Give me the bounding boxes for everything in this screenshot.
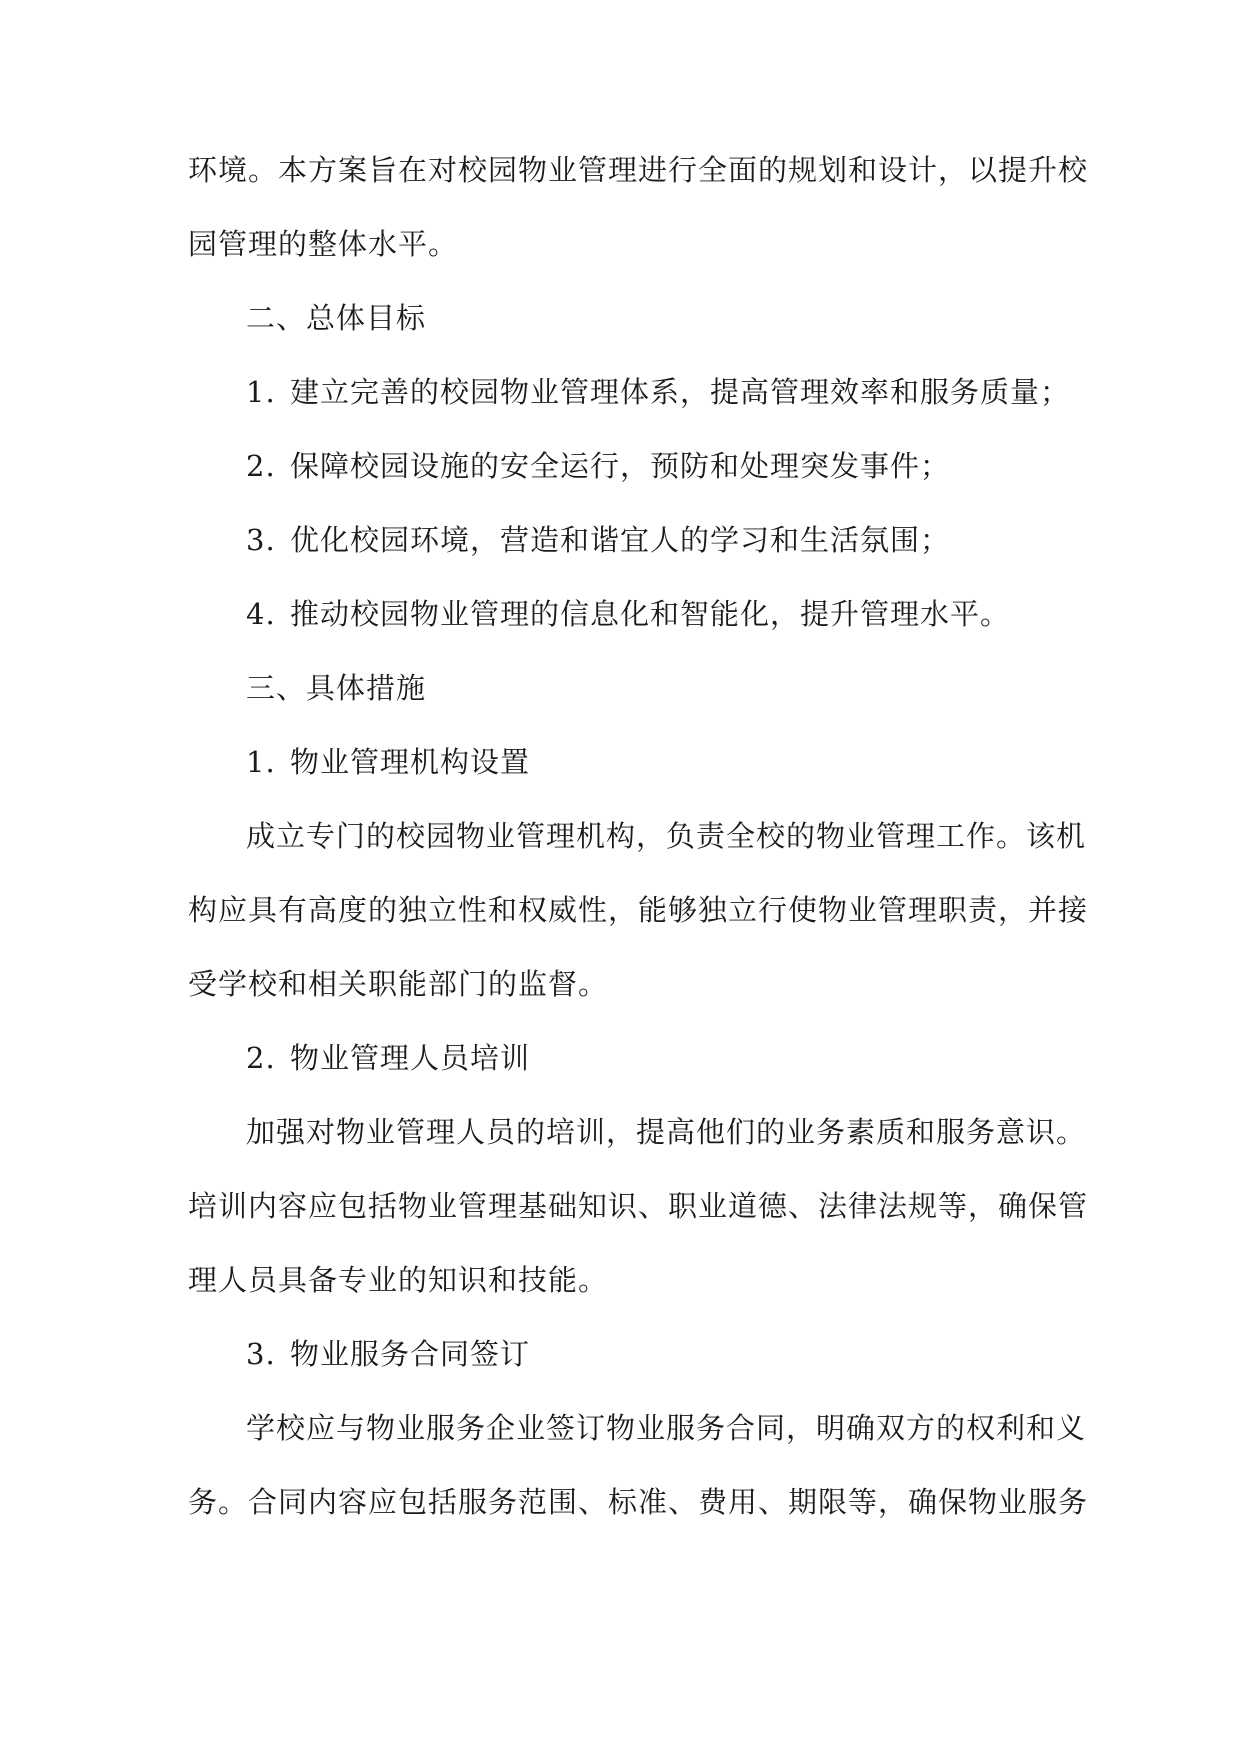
measure-3-line-1: 学校应与物业服务企业签订物业服务合同，明确双方的权利和义 [246, 1411, 1087, 1445]
section-3-heading: 三、具体措施 [246, 671, 427, 705]
measure-1-line-3: 受学校和相关职能部门的监督。 [188, 967, 609, 1001]
goal-text: 建立完善的校园物业管理体系，提高管理效率和服务质量； [290, 375, 1071, 409]
measure-1-line-1: 成立专门的校园物业管理机构，负责全校的物业管理工作。该机 [246, 819, 1087, 853]
goal-text: 推动校园物业管理的信息化和智能化，提升管理水平。 [290, 597, 1011, 631]
measure-3-title [246, 1336, 530, 1372]
measure-2-line-2: 培训内容应包括物业管理基础知识、职业道德、法律法规等，确保管 [188, 1189, 1089, 1223]
goal-item-4 [246, 596, 1010, 632]
goal-number: 3. [246, 523, 276, 557]
goal-text: 优化校园环境，营造和谐宜人的学习和生活氛围； [290, 523, 951, 557]
intro-line-1: 环境。本方案旨在对校园物业管理进行全面的规划和设计，以提升校 [188, 153, 1089, 187]
measure-title: 物业服务合同签订 [290, 1337, 531, 1371]
intro-line-2: 园管理的整体水平。 [188, 227, 459, 261]
measure-1-line-2: 构应具有高度的独立性和权威性，能够独立行使物业管理职责，并接 [188, 893, 1089, 927]
goal-number: 4. [246, 597, 276, 631]
measure-1-title [246, 744, 530, 780]
measure-number: 2. [246, 1041, 276, 1075]
goal-text: 保障校园设施的安全运行，预防和处理突发事件； [290, 449, 951, 483]
measure-2-line-3: 理人员具备专业的知识和技能。 [188, 1263, 609, 1297]
goal-number: 1. [246, 375, 276, 409]
measure-2-title [246, 1040, 530, 1076]
goal-item-3 [246, 522, 950, 558]
measure-3-line-2: 务。合同内容应包括服务范围、标准、费用、期限等，确保物业服务 [188, 1485, 1089, 1519]
goal-item-2 [246, 448, 950, 484]
goal-number: 2. [246, 449, 276, 483]
measure-title: 物业管理人员培训 [290, 1041, 531, 1075]
goal-item-1 [246, 374, 1070, 410]
section-2-heading: 二、总体目标 [246, 301, 427, 335]
measure-title: 物业管理机构设置 [290, 745, 531, 779]
measure-number: 1. [246, 745, 276, 779]
measure-number: 3. [246, 1337, 276, 1371]
measure-2-line-1: 加强对物业管理人员的培训，提高他们的业务素质和服务意识。 [246, 1115, 1087, 1149]
